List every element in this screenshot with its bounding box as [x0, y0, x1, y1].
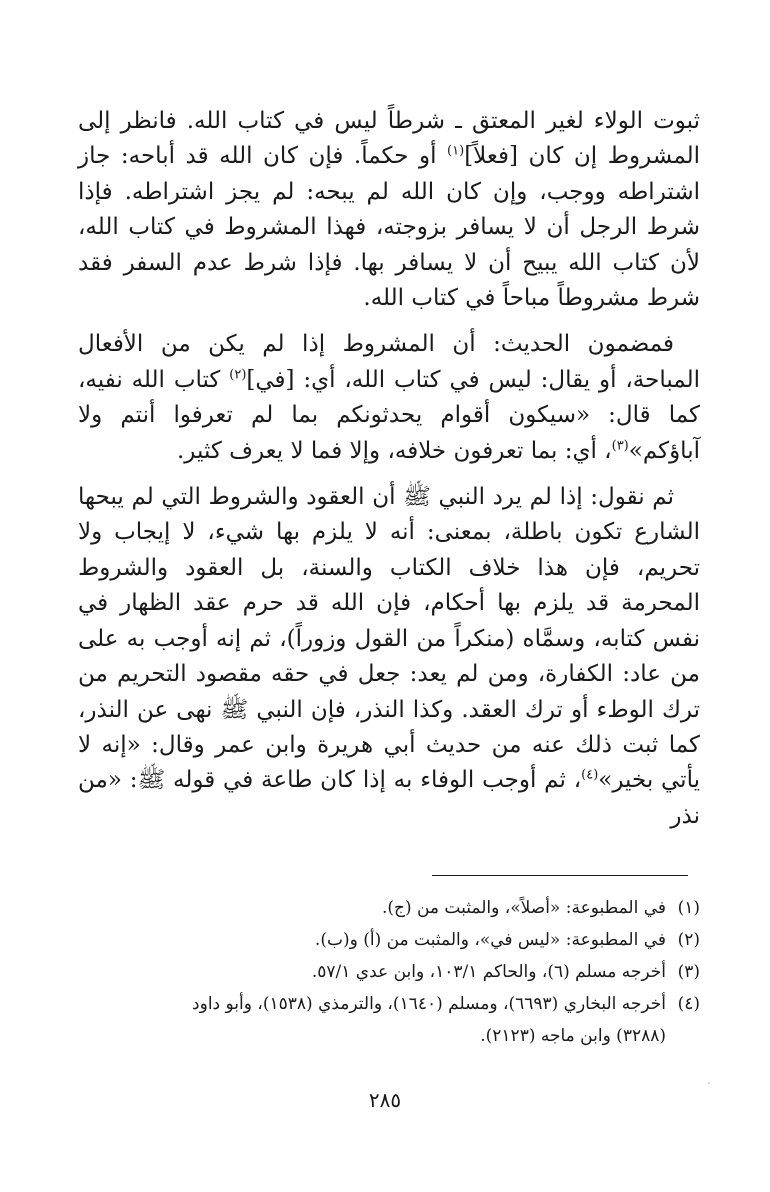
text-segment: فمضمون الحديث: أن المشروط إذا لم يكن من الأفعال المباحة، أو يقال: ليس في كتاب الله، أي: [في]	[78, 331, 700, 393]
footnote-text: في المطبوعة: «ليس في»، والمثبت من (أ) و(ب).	[314, 930, 666, 950]
footnote-number: (١)	[677, 898, 700, 918]
footnote-3	[78, 956, 700, 988]
paragraph-1	[78, 104, 700, 316]
footnote-ref-4[interactable]: (٤)	[581, 767, 599, 783]
footnote-text: أخرجه مسلم (٦)، والحاكم ١٠٣/١، وابن عدي ٥٧/١.	[311, 962, 666, 982]
text-segment: أو حكماً. فإن كان الله قد أباحه: جاز اشتراطه ووجب، وإن كان الله لم يبحه: لم يجز اشتراطه. فإذا شرط الرجل أن لا يسافر بزوجته، فهذا المشروط في كتاب الله، لأن كتاب الله يبيح أن لا يسافر بها. فإذا شرط عدم السفر فقد شرط مشروطاً مباحاً في كتاب الله.	[78, 143, 700, 312]
footnote-ref-2[interactable]: (٢)	[229, 367, 247, 383]
footnote-ref-1[interactable]: (١)	[447, 143, 465, 159]
text-segment: ثبوت الولاء لغير المعتق ـ شرطاً ليس في كتاب الله. فانظر إلى المشروط إن كان [فعلاً]	[78, 108, 701, 170]
page-number: ٢٨٥	[368, 1088, 402, 1112]
footnote-4	[78, 988, 700, 1020]
footnote-2	[78, 924, 700, 956]
footnote-number: (٣)	[677, 962, 700, 982]
footnote-4-continuation: (٣٢٨٨) وابن ماجه (٢١٢٣).	[480, 1026, 666, 1046]
footnote-number: (٤)	[677, 994, 700, 1014]
footnote-number: (٢)	[677, 930, 700, 950]
footnote-1	[78, 892, 700, 924]
footnote-text: أخرجه البخاري (٦٦٩٣)، ومسلم (١٦٤٠)، والترمذي (١٥٣٨)، وأبو داود	[192, 994, 666, 1014]
footnotes	[78, 892, 700, 1052]
paragraph-2	[78, 327, 700, 469]
paragraph-3	[78, 480, 700, 834]
scan-speck	[708, 1082, 710, 1084]
footnote-separator	[432, 875, 688, 876]
text-segment: ، ثم أوجب الوفاء به إذا كان طاعة في قوله ﷺ: «من نذر	[78, 767, 700, 829]
text-segment: كتاب الله نفيه، كما قال: «سيكون أقوام يحدثونكم بما لم تعرفوا أنتم ولا آباؤكم»	[78, 366, 700, 464]
footnote-text: في المطبوعة: «أصلاً»، والمثبت من (ج).	[381, 898, 666, 918]
footnote-ref-3[interactable]: (٣)	[611, 438, 629, 453]
main-text	[78, 104, 700, 845]
text-segment: ثم نقول: إذا لم يرد النبي ﷺ أن العقود والشروط التي لم يبحها الشارع تكون باطلة، بمعنى: أنه لا يلزم بها شيء، لا إيجاب ولا تحريم، فإن هذا خلاف الكتاب والسنة، بل العقود والشروط المحرمة قد يلزم بها أحكام، فإن الله قد حرم عقد الظهار في نفس كتابه، وسمَّاه (منكراً من القول وزوراً)، ثم إنه أوجب به على من عاد: الكفارة، ومن لم يعد: جعل في حقه مقصود التحريم من ترك الوطء أو ترك العقد. وكذا النذر، فإن النبي ﷺ نهى عن النذر، كما ثبت ذلك عنه من حديث أبي هريرة وابن عمر وقال: «إنه لا يأتي بخير»	[78, 484, 700, 794]
text-segment: ، أي: بما تعرفون خلافه، وإلا فما لا يعرف كثير.	[177, 437, 612, 464]
